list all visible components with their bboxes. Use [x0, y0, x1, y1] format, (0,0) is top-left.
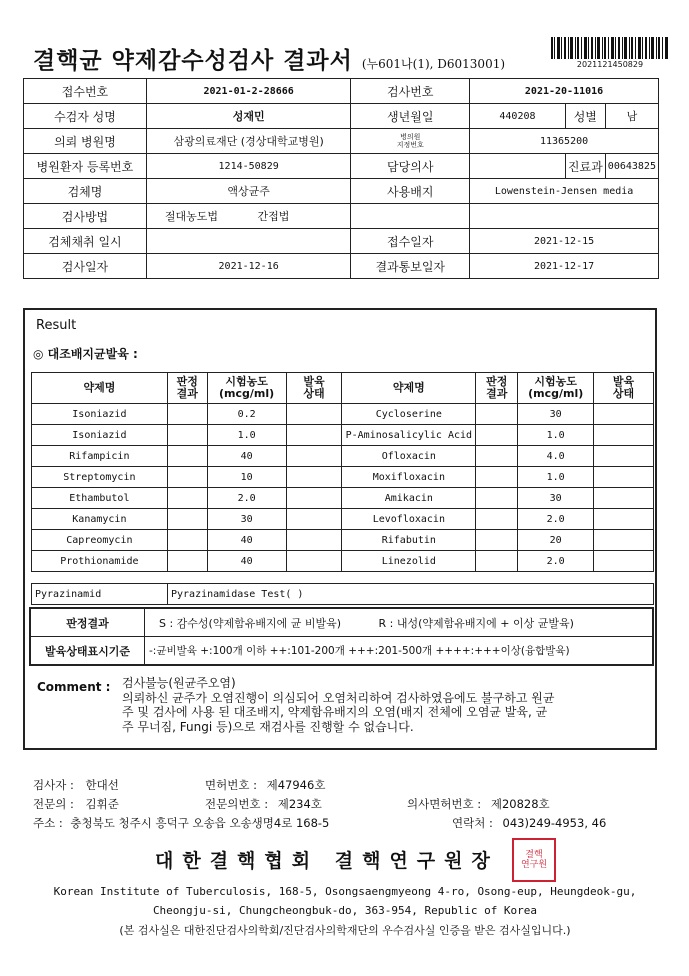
method-empty [351, 204, 470, 229]
drug-row [32, 425, 654, 446]
drug-result-left [167, 509, 207, 530]
drug-growth-right [594, 404, 654, 425]
growth-label: 발육상태표시기준 [30, 637, 145, 666]
drug-growth-left [286, 404, 342, 425]
drug-conc-right: 2.0 [518, 509, 594, 530]
drug-name-right: P-Aminosalicylic Acid [342, 425, 476, 446]
english-address-1: Korean Institute of Tuberculosis, 168-5, Osongsaengmyeong 4-ro, Osong-eup, Heungdeok-gu, [53, 885, 637, 898]
col-drug-left: 약제명 [32, 373, 168, 404]
reg-no: 1214-50829 [146, 154, 350, 179]
report-label: 결과통보일자 [351, 254, 470, 279]
doctor-label: 담당의사 [351, 154, 470, 179]
drug-growth-right [594, 488, 654, 509]
drug-result-right [476, 404, 518, 425]
doctor-license-label: 의사면허번호 : [407, 797, 482, 811]
drug-name-left: Capreomycin [32, 530, 168, 551]
comment-line-3: 주 및 검사에 사용 된 대조배지, 약제함유배지의 오염(배지 전체에 오염균 발육, 균 [122, 705, 548, 719]
drug-conc-left: 10 [207, 467, 286, 488]
drug-name-left: Isoniazid [32, 425, 168, 446]
drug-conc-left: 40 [207, 551, 286, 572]
legend-table [29, 607, 654, 666]
contact-row [452, 815, 606, 831]
contact-label: 연락처 : [452, 816, 493, 830]
col-growth-right: 발육 상태 [594, 373, 654, 404]
drug-conc-left: 0.2 [207, 404, 286, 425]
receive-label: 접수일자 [351, 229, 470, 254]
doctor-license-row [407, 796, 550, 812]
expert-no-label: 전문의번호 : [205, 797, 269, 811]
dept: 00643825 [605, 154, 658, 179]
collect-label: 검체채취 일시 [24, 229, 147, 254]
drug-name-right: Cycloserine [342, 404, 476, 425]
drug-conc-right: 2.0 [518, 551, 594, 572]
hospital: 삼광의료재단 (경상대학교병원) [146, 129, 350, 154]
comment-label: Comment : [37, 680, 111, 694]
organization-name: 대한결핵협회 결핵연구원장 [155, 850, 499, 872]
test-date-label: 검사일자 [24, 254, 147, 279]
expert-row [33, 796, 119, 812]
method-label: 검사방법 [24, 204, 147, 229]
certification-note: (본 검사실은 대한진단검사의학회/진단검사의학재단의 우수검사실 인증을 받은 검사실입니다.) [119, 924, 571, 937]
drug-name-right: Ofloxacin [342, 446, 476, 467]
tester-row [33, 777, 119, 793]
dept-label: 진료과 [565, 154, 605, 179]
drug-growth-right [594, 467, 654, 488]
judge-label: 판정결과 [30, 608, 145, 637]
english-address-2: Cheongju-si, Chungcheongbuk-do, 363-954, Republic of Korea [152, 904, 538, 917]
comment-line-1: 검사불능(원균주오염) [122, 676, 236, 690]
drug-result-left [167, 404, 207, 425]
drug-conc-right: 20 [518, 530, 594, 551]
address-row [33, 815, 329, 831]
drug-name-left: Streptomycin [32, 467, 168, 488]
drug-table [31, 372, 654, 572]
hospital-code-label: 병의원 지정번호 [351, 129, 470, 154]
drug-row [32, 530, 654, 551]
comment-text [122, 676, 642, 734]
drug-growth-left [286, 509, 342, 530]
drug-conc-left: 40 [207, 446, 286, 467]
barcode-icon [551, 37, 669, 59]
barcode-number: 2021121450829 [576, 60, 644, 69]
drug-growth-right [594, 551, 654, 572]
document-title [33, 42, 505, 75]
collect-date [146, 229, 350, 254]
patient-name-label: 수검자 성명 [24, 104, 147, 129]
sex: 남 [605, 104, 658, 129]
judge-text [145, 608, 654, 637]
drug-row [32, 446, 654, 467]
drug-result-right [476, 551, 518, 572]
drug-name-left: Ethambutol [32, 488, 168, 509]
drug-row [32, 488, 654, 509]
col-drug-right: 약제명 [342, 373, 476, 404]
expert-label: 전문의 : [33, 797, 74, 811]
title-text: 결핵균 약제감수성검사 결과서 [33, 47, 353, 74]
pza-label: Pyrazinamid [32, 584, 168, 605]
drug-result-right [476, 509, 518, 530]
expert: 김휘준 [85, 797, 119, 811]
specimen: 액상균주 [146, 179, 350, 204]
patient-info-table [23, 78, 659, 279]
drug-conc-right: 30 [518, 404, 594, 425]
drug-growth-right [594, 509, 654, 530]
drug-name-right: Levofloxacin [342, 509, 476, 530]
drug-conc-right: 4.0 [518, 446, 594, 467]
receipt-no: 2021-01-2-28666 [146, 79, 350, 104]
drug-result-left [167, 488, 207, 509]
comment-line-4: 주 무너짐, Fungi 등)으로 재검사를 진행할 수 없습니다. [122, 719, 414, 734]
address-label: 주소 : [33, 816, 63, 830]
license-row [205, 777, 325, 793]
col-growth-left: 발육 상태 [286, 373, 342, 404]
receive-date: 2021-12-15 [470, 229, 659, 254]
receipt-no-label: 접수번호 [24, 79, 147, 104]
license: 제47946호 [266, 778, 326, 792]
drug-name-left: Isoniazid [32, 404, 168, 425]
drug-row [32, 467, 654, 488]
col-conc-left: 시험농도 (mcg/ml) [207, 373, 286, 404]
doctor-license: 제20828호 [490, 797, 550, 811]
contact: 043)249-4953, 46 [502, 816, 607, 830]
expert-no-row [205, 796, 322, 812]
drug-name-right: Linezolid [342, 551, 476, 572]
judge-s: S : 감수성(약제함유배지에 균 비발육) [159, 616, 342, 630]
drug-conc-left: 1.0 [207, 425, 286, 446]
medium: Lowenstein-Jensen media [470, 179, 659, 204]
drug-result-left [167, 467, 207, 488]
drug-result-left [167, 425, 207, 446]
drug-growth-left [286, 488, 342, 509]
sex-label: 성별 [565, 104, 605, 129]
report-date: 2021-12-17 [470, 254, 659, 279]
drug-name-right: Moxifloxacin [342, 467, 476, 488]
test-date: 2021-12-16 [146, 254, 350, 279]
col-conc-right: 시험농도 (mcg/ml) [518, 373, 594, 404]
pza-test: Pyrazinamidase Test( ) [168, 584, 654, 605]
dob: 440208 [470, 104, 566, 129]
drug-result-left [167, 551, 207, 572]
official-seal: 결핵 연구원 [512, 838, 556, 882]
method [146, 204, 350, 229]
patient-name: 성재민 [146, 104, 350, 129]
drug-conc-right: 30 [518, 488, 594, 509]
address: 충청북도 청주시 흥덕구 오송읍 오송생명4로 168-5 [70, 816, 330, 830]
doctor [470, 154, 566, 179]
tester: 한대선 [85, 778, 119, 792]
drug-conc-left: 40 [207, 530, 286, 551]
hospital-label: 의뢰 병원명 [24, 129, 147, 154]
test-no: 2021-20-11016 [470, 79, 659, 104]
pyrazinamide-table [31, 583, 654, 605]
drug-conc-right: 1.0 [518, 467, 594, 488]
drug-row [32, 404, 654, 425]
drug-growth-right [594, 446, 654, 467]
expert-no: 제234호 [277, 797, 322, 811]
method-empty-2 [470, 204, 659, 229]
drug-result-left [167, 446, 207, 467]
hospital-code: 11365200 [470, 129, 659, 154]
specimen-label: 검체명 [24, 179, 147, 204]
drug-result-left [167, 530, 207, 551]
drug-name-right: Amikacin [342, 488, 476, 509]
medium-label: 사용배지 [351, 179, 470, 204]
drug-name-left: Kanamycin [32, 509, 168, 530]
drug-result-right [476, 425, 518, 446]
form-code: (누601나(1), D6013001) [361, 57, 506, 71]
drug-row [32, 551, 654, 572]
growth-text: -:균비발육 +:100개 이하 ++:101-200개 +++:201-500개 ++++:+++이상(융합발육) [145, 637, 654, 666]
drug-conc-right: 1.0 [518, 425, 594, 446]
col-result-right: 판정 결과 [476, 373, 518, 404]
drug-growth-left [286, 446, 342, 467]
method-a: 절대농도법 [164, 210, 219, 223]
drug-conc-left: 2.0 [207, 488, 286, 509]
drug-growth-right [594, 530, 654, 551]
drug-growth-right [594, 425, 654, 446]
test-no-label: 검사번호 [351, 79, 470, 104]
drug-name-left: Prothionamide [32, 551, 168, 572]
col-result-left: 판정 결과 [167, 373, 207, 404]
result-heading: Result [36, 318, 77, 333]
tester-label: 검사자 : [33, 778, 74, 792]
drug-row [32, 509, 654, 530]
drug-result-right [476, 446, 518, 467]
drug-result-right [476, 488, 518, 509]
comment-line-2: 의뢰하신 균주가 오염진행이 의심되어 오염처리하여 검사하였음에도 불구하고 원균 [122, 690, 555, 705]
reg-no-label: 병원환자 등록번호 [24, 154, 147, 179]
drug-growth-left [286, 530, 342, 551]
drug-name-right: Rifabutin [342, 530, 476, 551]
drug-name-left: Rifampicin [32, 446, 168, 467]
drug-growth-left [286, 425, 342, 446]
drug-growth-left [286, 551, 342, 572]
drug-growth-left [286, 467, 342, 488]
dob-label: 생년월일 [351, 104, 470, 129]
drug-conc-left: 30 [207, 509, 286, 530]
method-b: 간접법 [257, 210, 290, 223]
license-label: 면허번호 : [205, 778, 257, 792]
control-growth-heading: ◎ 대조배지균발육 : [33, 347, 138, 361]
drug-result-right [476, 467, 518, 488]
judge-r: R : 내성(약제함유배지에 + 이상 균발육) [378, 616, 574, 630]
drug-result-right [476, 530, 518, 551]
